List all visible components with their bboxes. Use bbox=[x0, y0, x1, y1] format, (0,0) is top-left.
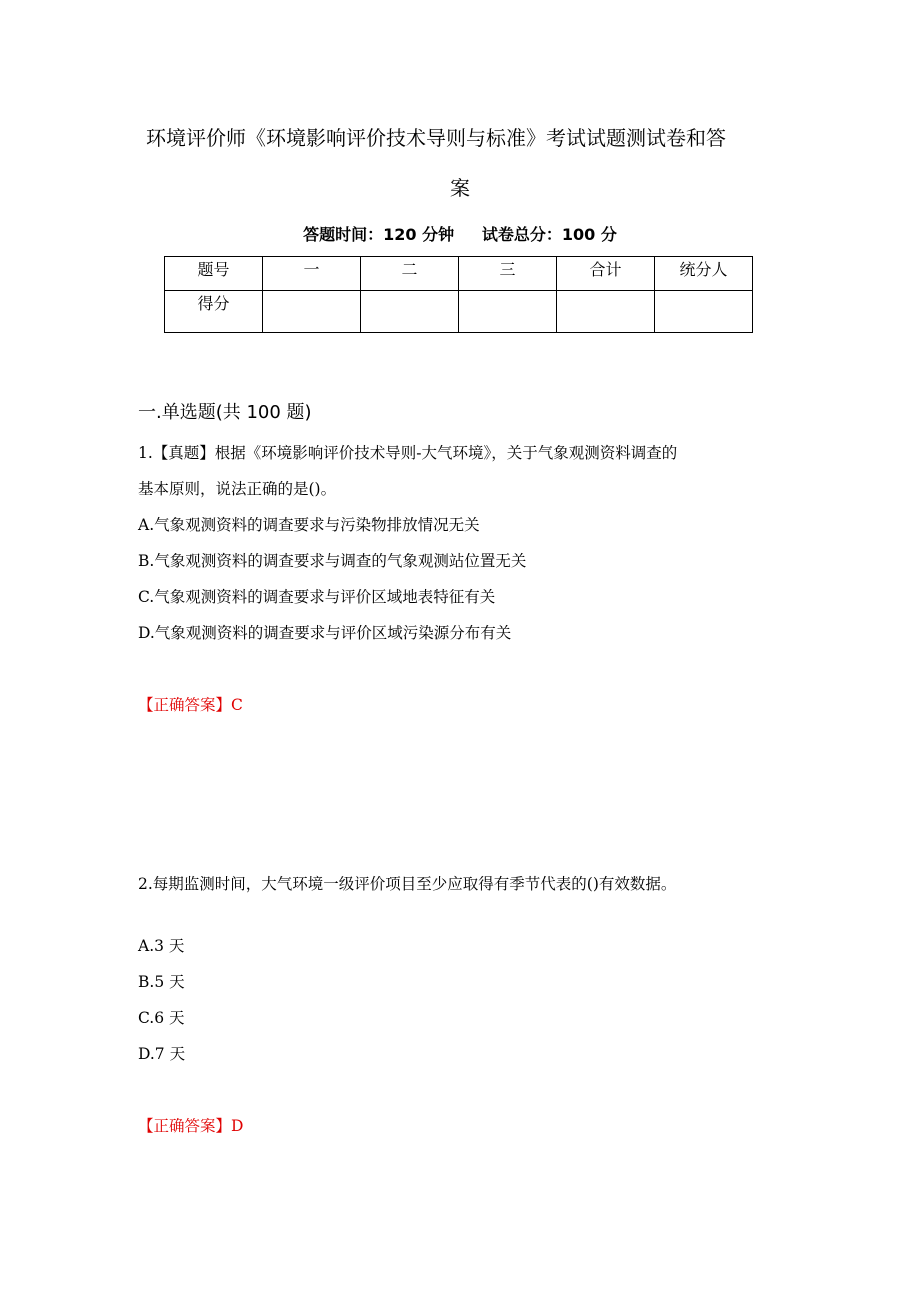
row-label-cell: 得分 bbox=[165, 291, 263, 333]
title-line-1: 环境评价师《环境影响评价技术导则与标准》考试试题测试卷和答 bbox=[146, 126, 726, 150]
question-2-option-d: D.7 天 bbox=[138, 1045, 186, 1063]
score-table-header-row bbox=[165, 257, 753, 291]
answer-value: D bbox=[231, 1117, 244, 1135]
header-cell: 二 bbox=[361, 257, 459, 291]
score-cell bbox=[459, 291, 557, 333]
question-1-option-b: B.气象观测资料的调查要求与调查的气象观测站位置无关 bbox=[138, 552, 527, 570]
header-cell: 题号 bbox=[165, 257, 263, 291]
score-cell bbox=[263, 291, 361, 333]
header-cell: 一 bbox=[263, 257, 361, 291]
question-2-option-a: A.3 天 bbox=[138, 937, 185, 955]
question-2-option-c: C.6 天 bbox=[138, 1009, 185, 1027]
answer-label: 【正确答案】 bbox=[138, 1117, 232, 1135]
question-1-option-d: D.气象观测资料的调查要求与评价区域污染源分布有关 bbox=[138, 624, 512, 642]
score-cell bbox=[655, 291, 753, 333]
question-2-answer bbox=[138, 1114, 243, 1136]
score-cell bbox=[361, 291, 459, 333]
header-cell: 统分人 bbox=[655, 257, 753, 291]
question-1-option-a: A.气象观测资料的调查要求与污染物排放情况无关 bbox=[138, 516, 480, 534]
header-cell: 三 bbox=[459, 257, 557, 291]
answer-value: C bbox=[231, 696, 243, 714]
exam-info: 答题时间：120 分钟 试卷总分：100 分 bbox=[303, 225, 617, 244]
header-cell: 合计 bbox=[557, 257, 655, 291]
question-1-option-c: C.气象观测资料的调查要求与评价区域地表特征有关 bbox=[138, 588, 496, 606]
question-1-answer bbox=[138, 693, 243, 715]
score-table bbox=[164, 256, 753, 333]
question-1-stem-cont: 基本原则，说法正确的是()。 bbox=[138, 480, 337, 498]
question-2-option-b: B.5 天 bbox=[138, 973, 185, 991]
section-title: 一.单选题(共 100 题) bbox=[138, 402, 312, 423]
score-table-row bbox=[165, 291, 753, 333]
title-line-2: 案 bbox=[450, 176, 470, 200]
question-2-stem: 2.每期监测时间，大气环境一级评价项目至少应取得有季节代表的()有效数据。 bbox=[138, 875, 677, 893]
question-1-stem: 1.【真题】根据《环境影响评价技术导则-大气环境》，关于气象观测资料调查的 bbox=[138, 444, 678, 462]
score-cell bbox=[557, 291, 655, 333]
answer-label: 【正确答案】 bbox=[138, 696, 232, 714]
